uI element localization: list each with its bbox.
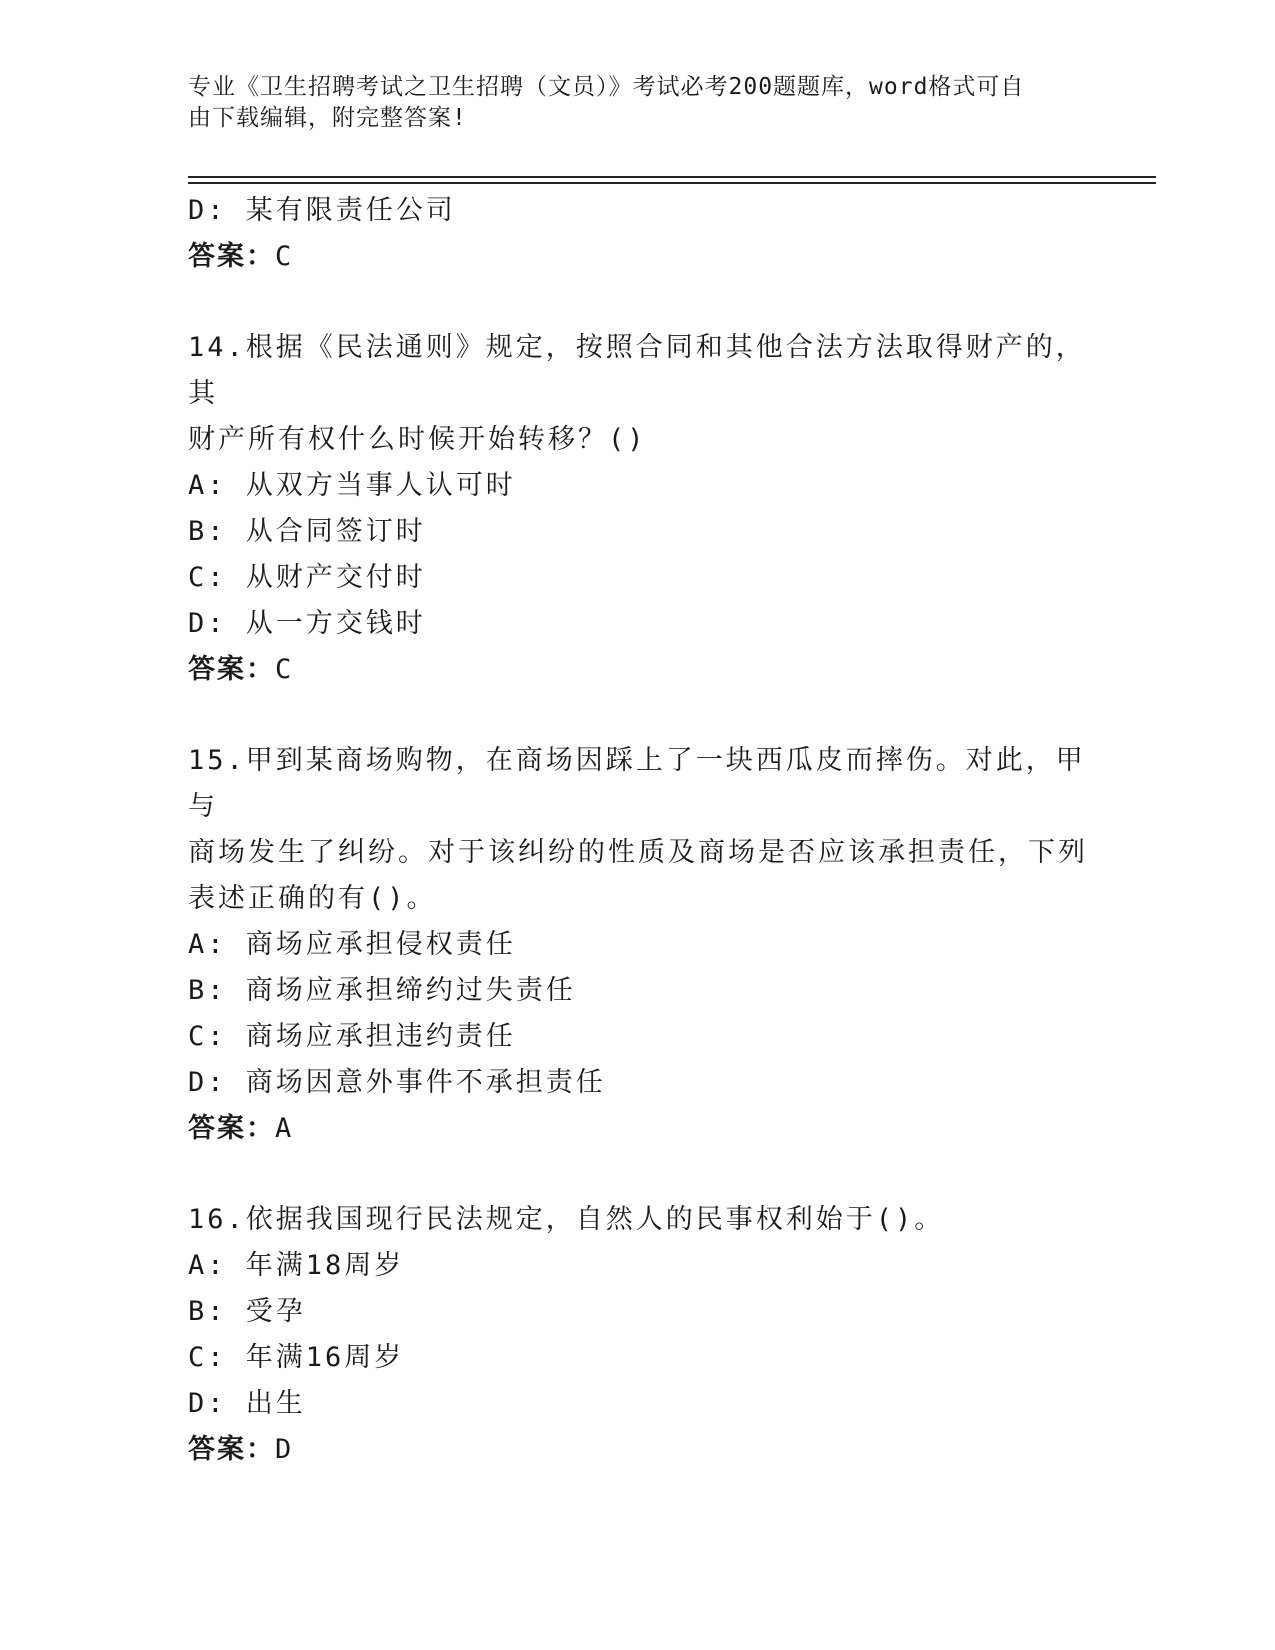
answer-label: 答案： — [188, 654, 275, 685]
question-text: 14.根据《民法通则》规定，按照合同和其他合法方法取得财产的，其 财产所有权什么时候开始转移？() — [188, 332, 1086, 455]
header-line-1: 专业《卫生招聘考试之卫生招聘（文员）》考试必考200题题库，word格式可自 — [188, 74, 1025, 100]
option-b: B: 商场应承担缔约过失责任 — [188, 975, 576, 1006]
answer-line — [188, 234, 1088, 280]
option-b: B: 受孕 — [188, 1296, 306, 1327]
option-c: C: 商场应承担违约责任 — [188, 1021, 516, 1052]
answer-line — [188, 647, 1088, 693]
option-d: D: 从一方交钱时 — [188, 608, 426, 639]
header-rule-bottom — [188, 182, 1156, 184]
answer-label: 答案： — [188, 1434, 275, 1465]
option-a: A: 从双方当事人认可时 — [188, 470, 516, 501]
question-14 — [188, 325, 1088, 693]
answer-value: C — [275, 241, 294, 272]
header-rule-top — [188, 176, 1156, 178]
option-a: A: 年满18周岁 — [188, 1250, 405, 1281]
document-header — [188, 72, 1068, 134]
question-text: 16.依据我国现行民法规定，自然人的民事权利始于()。 — [188, 1204, 945, 1235]
answer-label: 答案： — [188, 241, 275, 272]
answer-value: A — [275, 1113, 294, 1144]
question-13-partial — [188, 188, 1088, 280]
answer-line — [188, 1106, 1088, 1152]
option-d: D: 商场因意外事件不承担责任 — [188, 1067, 606, 1098]
option-d: D: 某有限责任公司 — [188, 195, 456, 226]
question-15 — [188, 738, 1088, 1152]
option-a: A: 商场应承担侵权责任 — [188, 929, 516, 960]
option-d: D: 出生 — [188, 1388, 306, 1419]
option-c: C: 年满16周岁 — [188, 1342, 405, 1373]
question-text: 15.甲到某商场购物，在商场因踩上了一块西瓜皮而摔伤。对此，甲与 商场发生了纠纷。对于该纠纷的性质及商场是否应该承担责任，下列 表述正确的有()。 — [188, 745, 1088, 914]
question-list — [188, 188, 1088, 1518]
answer-value: C — [275, 654, 294, 685]
option-b: B: 从合同签订时 — [188, 516, 426, 547]
answer-value: D — [275, 1434, 294, 1465]
option-c: C: 从财产交付时 — [188, 562, 426, 593]
question-16 — [188, 1197, 1088, 1473]
header-line-2: 由下载编辑，附完整答案! — [188, 105, 467, 131]
answer-label: 答案： — [188, 1113, 275, 1144]
answer-line — [188, 1427, 1088, 1473]
